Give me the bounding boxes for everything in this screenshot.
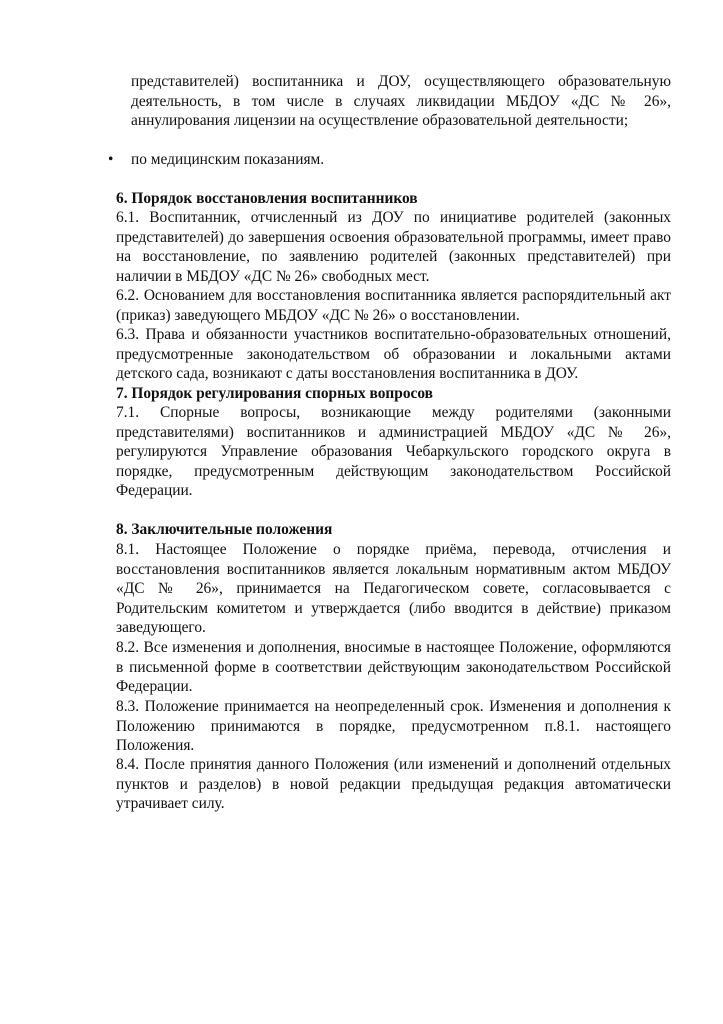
section-8-heading: 8. Заключительные положения xyxy=(116,521,333,538)
list-item-continuation: представителей) воспитанника и ДОУ, осуществляющего образовательную деятельность, в том числе в случаях ликвидации МБДОУ «ДС № 26», аннулирования лицензии на осуществление образовательной деятельности; xyxy=(131,73,671,129)
paragraph-6-1: 6.1. Воспитанник, отчисленный из ДОУ по инициативе родителей (законных представителей) до завершения освоения образовательной программы, имеет право на восстановление, по заявлению родителей (законных представителей) при наличии в МБДОУ «ДС № 26» свободных мест. xyxy=(116,209,671,285)
paragraph-6-3: 6.3. Права и обязанности участников воспитательно-образовательных отношений, предусмотренные законодательством об образовании и локальными актами детского сада, возникают с даты восстановления воспитанника в ДОУ. xyxy=(116,326,671,382)
paragraph-7-1: 7.1. Спорные вопросы, возникающие между родителями (законными представителями) воспитанников и администрацией МБДОУ «ДС № 26», регулируются Управление образования Чебаркульского городского округа в порядке, предусмотренным действующим законодательством Российской Федерации. xyxy=(116,404,671,499)
paragraph-8-1: 8.1. Настоящее Положение о порядке приёма, перевода, отчисления и восстановления воспитанников является локальным нормативным актом МБДОУ «ДС № 26», принимается на Педагогическом совете, согласовывается с Родительским комитетом и утверждается (либо вводится в действие) приказом заведующего. xyxy=(116,541,671,636)
paragraph-8-3: 8.3. Положение принимается на неопределенный срок. Изменения и дополнения к Положению принимаются в порядке, предусмотренном п.8.1. настоящего Положения. xyxy=(116,698,671,754)
section-6-heading: 6. Порядок восстановления воспитанников xyxy=(116,190,418,207)
section-7-heading: 7. Порядок регулирования спорных вопросов xyxy=(116,385,433,402)
bullet-item-text: по медицинским показаниям. xyxy=(131,151,325,168)
paragraph-6-2: 6.2. Основанием для восстановления воспитанника является распорядительный акт (приказ) заведующего МБДОУ «ДС № 26» о восстановлении. xyxy=(116,287,671,324)
paragraph-8-4: 8.4. После принятия данного Положения (или изменений и дополнений отдельных пунктов и разделов) в новой редакции предыдущая редакция автоматически утрачивает силу. xyxy=(116,756,671,812)
bullet-icon: • xyxy=(108,151,114,168)
paragraph-8-2: 8.2. Все изменения и дополнения, вносимые в настоящее Положение, оформляются в письменной форме в соответствии действующим законодательством Российской Федерации. xyxy=(116,639,671,695)
